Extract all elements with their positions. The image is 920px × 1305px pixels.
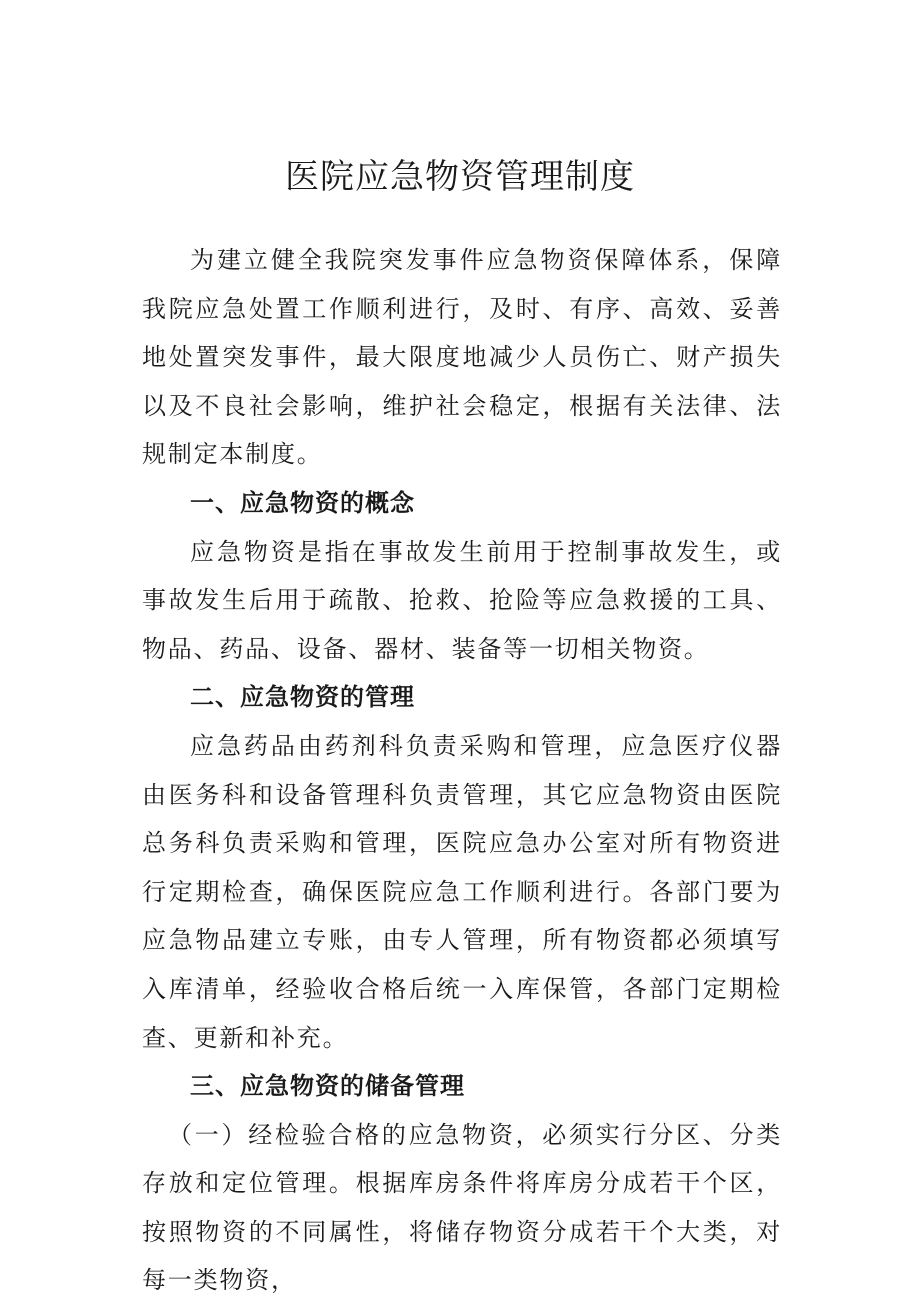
document-body [142, 236, 782, 1305]
section-paragraph-concept: 应急物资是指在事故发生前用于控制事故发生，或事故发生后用于疏散、抢救、抢险等应急救援的工具、物品、药品、设备、器材、装备等一切相关物资。 [142, 537, 782, 663]
section-heading-management: 二、应急物资的管理 [190, 683, 415, 712]
page-title: 医院应急物资管理制度 [285, 157, 635, 197]
section-heading-concept: 一、应急物资的概念 [190, 488, 415, 517]
intro-paragraph: 为建立健全我院突发事件应急物资保障体系，保障我院应急处置工作顺利进行，及时、有序、高效、妥善地处置突发事件，最大限度地减少人员伤亡、财产损失以及不良社会影响，维护社会稳定，根据有关法律、法规制定本制度。 [142, 246, 782, 469]
section-heading-storage: 三、应急物资的储备管理 [190, 1072, 465, 1101]
section-paragraph-storage: （一）经检验合格的应急物资，必须实行分区、分类存放和定位管理。根据库房条件将库房分成若干个区，按照物资的不同属性，将储存物资分成若干个大类，对每一类物资， [142, 1120, 782, 1295]
section-paragraph-management: 应急药品由药剂科负责采购和管理，应急医疗仪器由医务科和设备管理科负责管理，其它应急物资由医院总务科负责采购和管理，医院应急办公室对所有物资进行定期检查，确保医院应急工作顺利进行。各部门要为应急物品建立专账，由专人管理，所有物资都必须填写入库清单，经验收合格后统一入库保管，各部门定期检查、更新和补充。 [142, 731, 782, 1052]
